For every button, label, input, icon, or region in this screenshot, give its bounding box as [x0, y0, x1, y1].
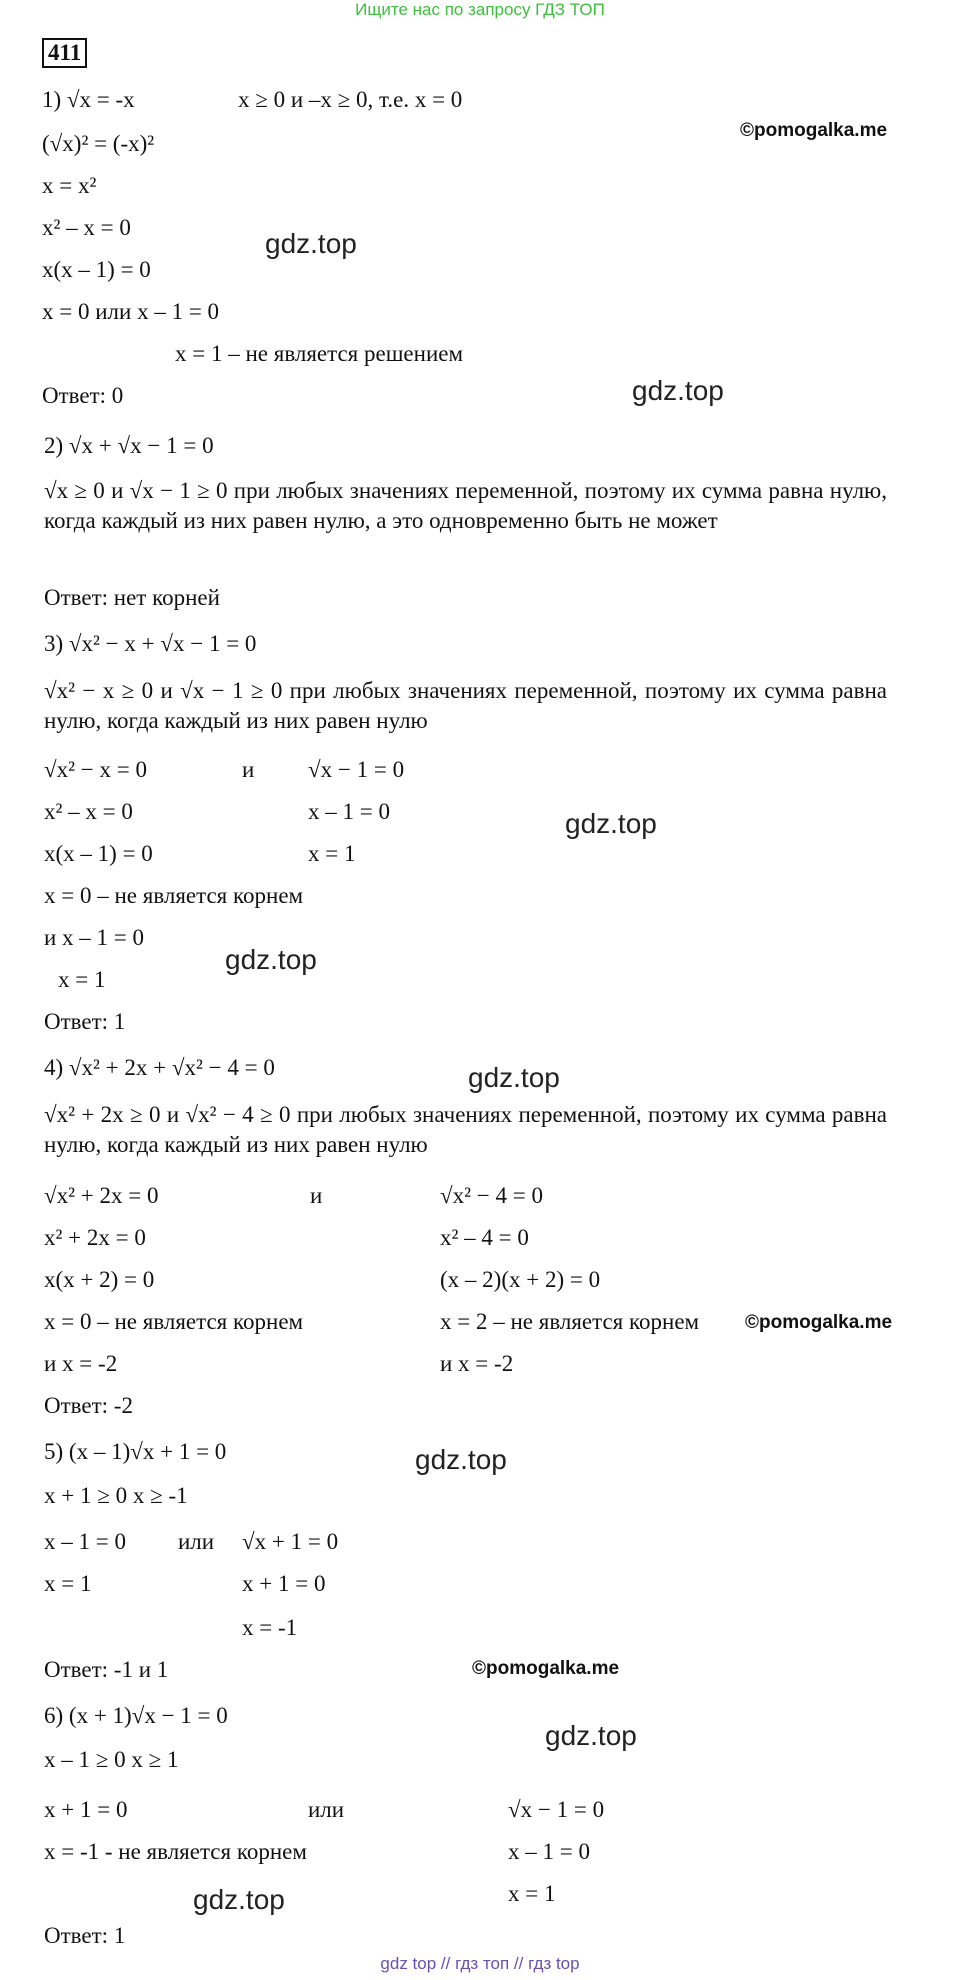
site-watermark: gdz.top: [565, 808, 657, 839]
site-watermark: gdz.top: [265, 228, 357, 259]
conjunction: или: [178, 1529, 215, 1554]
solution-line: x – 1 ≥ 0 x ≥ 1: [44, 1747, 179, 1772]
site-watermark: gdz.top: [545, 1720, 637, 1751]
copyright-watermark: ©pomogalka.me: [745, 1312, 893, 1333]
solution-line: x = 1: [44, 1571, 92, 1596]
answer-2: Ответ: нет корней: [44, 585, 220, 610]
solution-line: x = 1: [308, 841, 356, 866]
solution-line: x(x – 1) = 0: [42, 257, 151, 282]
problem-2-title: 2) √x + √x − 1 = 0: [44, 433, 214, 458]
footer-links[interactable]: gdz top // гдз топ // гдз top: [380, 1954, 580, 1973]
solution-line: и x = -2: [440, 1351, 514, 1376]
problem-4-explanation: √x² + 2x ≥ 0 и √x² − 4 ≥ 0 при любых значениях переменной, поэтому их сумма равна нулю, когда каждый из них равен нулю: [44, 1102, 887, 1157]
solution-line: √x − 1 = 0: [508, 1797, 605, 1822]
copyright-watermark: ©pomogalka.me: [740, 120, 888, 141]
solution-line: x – 1 = 0: [44, 1529, 126, 1554]
solution-line: (x – 2)(x + 2) = 0: [440, 1267, 601, 1292]
problem-5-title: 5) (x – 1)√x + 1 = 0: [44, 1439, 227, 1464]
solution-line: x = 1: [58, 967, 106, 992]
solution-line: x + 1 = 0: [44, 1797, 128, 1822]
exercise-number: 411: [42, 38, 87, 68]
solution-line: √x² − x = 0: [44, 757, 147, 782]
problem-2-explanation: √x ≥ 0 и √x − 1 ≥ 0 при любых значениях переменной, поэтому их сумма равна нулю, когда каждый из них равен нулю, а это одновременно быть не может: [44, 478, 887, 533]
answer-5: Ответ: -1 и 1: [44, 1657, 169, 1682]
solution-line: x² – x = 0: [42, 215, 131, 240]
solution-line: x + 1 = 0: [242, 1571, 326, 1596]
answer-3: Ответ: 1: [44, 1009, 126, 1034]
answer-6: Ответ: 1: [44, 1923, 126, 1948]
problem-4-title: 4) √x² + 2x + √x² − 4 = 0: [44, 1055, 275, 1080]
search-hint[interactable]: Ищите нас по запросу ГДЗ ТОП: [355, 0, 605, 19]
answer-4: Ответ: -2: [44, 1393, 133, 1418]
solution-line: √x − 1 = 0: [308, 757, 405, 782]
solution-line: x² – 4 = 0: [440, 1225, 529, 1250]
site-watermark: gdz.top: [193, 1884, 285, 1915]
problem-6-title: 6) (x + 1)√x − 1 = 0: [44, 1703, 228, 1728]
site-watermark: gdz.top: [468, 1062, 560, 1093]
solution-line: и x = -2: [44, 1351, 118, 1376]
answer-1: Ответ: 0: [42, 383, 124, 408]
copyright-watermark: ©pomogalka.me: [472, 1658, 620, 1679]
solution-line: x = x²: [42, 173, 97, 198]
solution-line: x² + 2x = 0: [44, 1225, 146, 1250]
solution-line: x = 0 – не является корнем: [44, 1309, 304, 1334]
solution-line: x = -1 - не является корнем: [44, 1839, 307, 1864]
solution-line: x = -1: [242, 1615, 298, 1640]
conjunction: и: [310, 1183, 323, 1208]
solution-line: x = 2 – не является корнем: [440, 1309, 700, 1334]
conjunction: и: [242, 757, 255, 782]
solution-line: x = 0 – не является корнем: [44, 883, 304, 908]
solution-line: x² – x = 0: [44, 799, 133, 824]
site-watermark: gdz.top: [632, 375, 724, 406]
solution-line: x + 1 ≥ 0 x ≥ -1: [44, 1483, 188, 1508]
solution-line: x(x + 2) = 0: [44, 1267, 155, 1292]
site-watermark: gdz.top: [415, 1444, 507, 1475]
problem-1-title: 1) √x = -x: [42, 87, 135, 112]
solution-line: x = 1 – не является решением: [175, 341, 464, 366]
solution-line: √x² − 4 = 0: [440, 1183, 543, 1208]
problem-3-title: 3) √x² − x + √x − 1 = 0: [44, 631, 257, 656]
solution-line: √x + 1 = 0: [242, 1529, 339, 1554]
problem-3-explanation: √x² − x ≥ 0 и √x − 1 ≥ 0 при любых значениях переменной, поэтому их сумма равна нулю, когда каждый из них равен нулю: [44, 678, 887, 733]
solution-line: x – 1 = 0: [308, 799, 390, 824]
site-watermark: gdz.top: [225, 944, 317, 975]
solution-line: x = 1: [508, 1881, 556, 1906]
solution-line: x – 1 = 0: [508, 1839, 590, 1864]
solution-line: √x² + 2x = 0: [44, 1183, 159, 1208]
conjunction: или: [308, 1797, 345, 1822]
solution-line: и x – 1 = 0: [44, 925, 145, 950]
solution-line: (√x)² = (-x)²: [42, 131, 155, 156]
problem-1-condition: x ≥ 0 и –x ≥ 0, т.е. x = 0: [238, 87, 463, 112]
solution-line: x = 0 или x – 1 = 0: [42, 299, 220, 324]
solution-line: x(x – 1) = 0: [44, 841, 153, 866]
